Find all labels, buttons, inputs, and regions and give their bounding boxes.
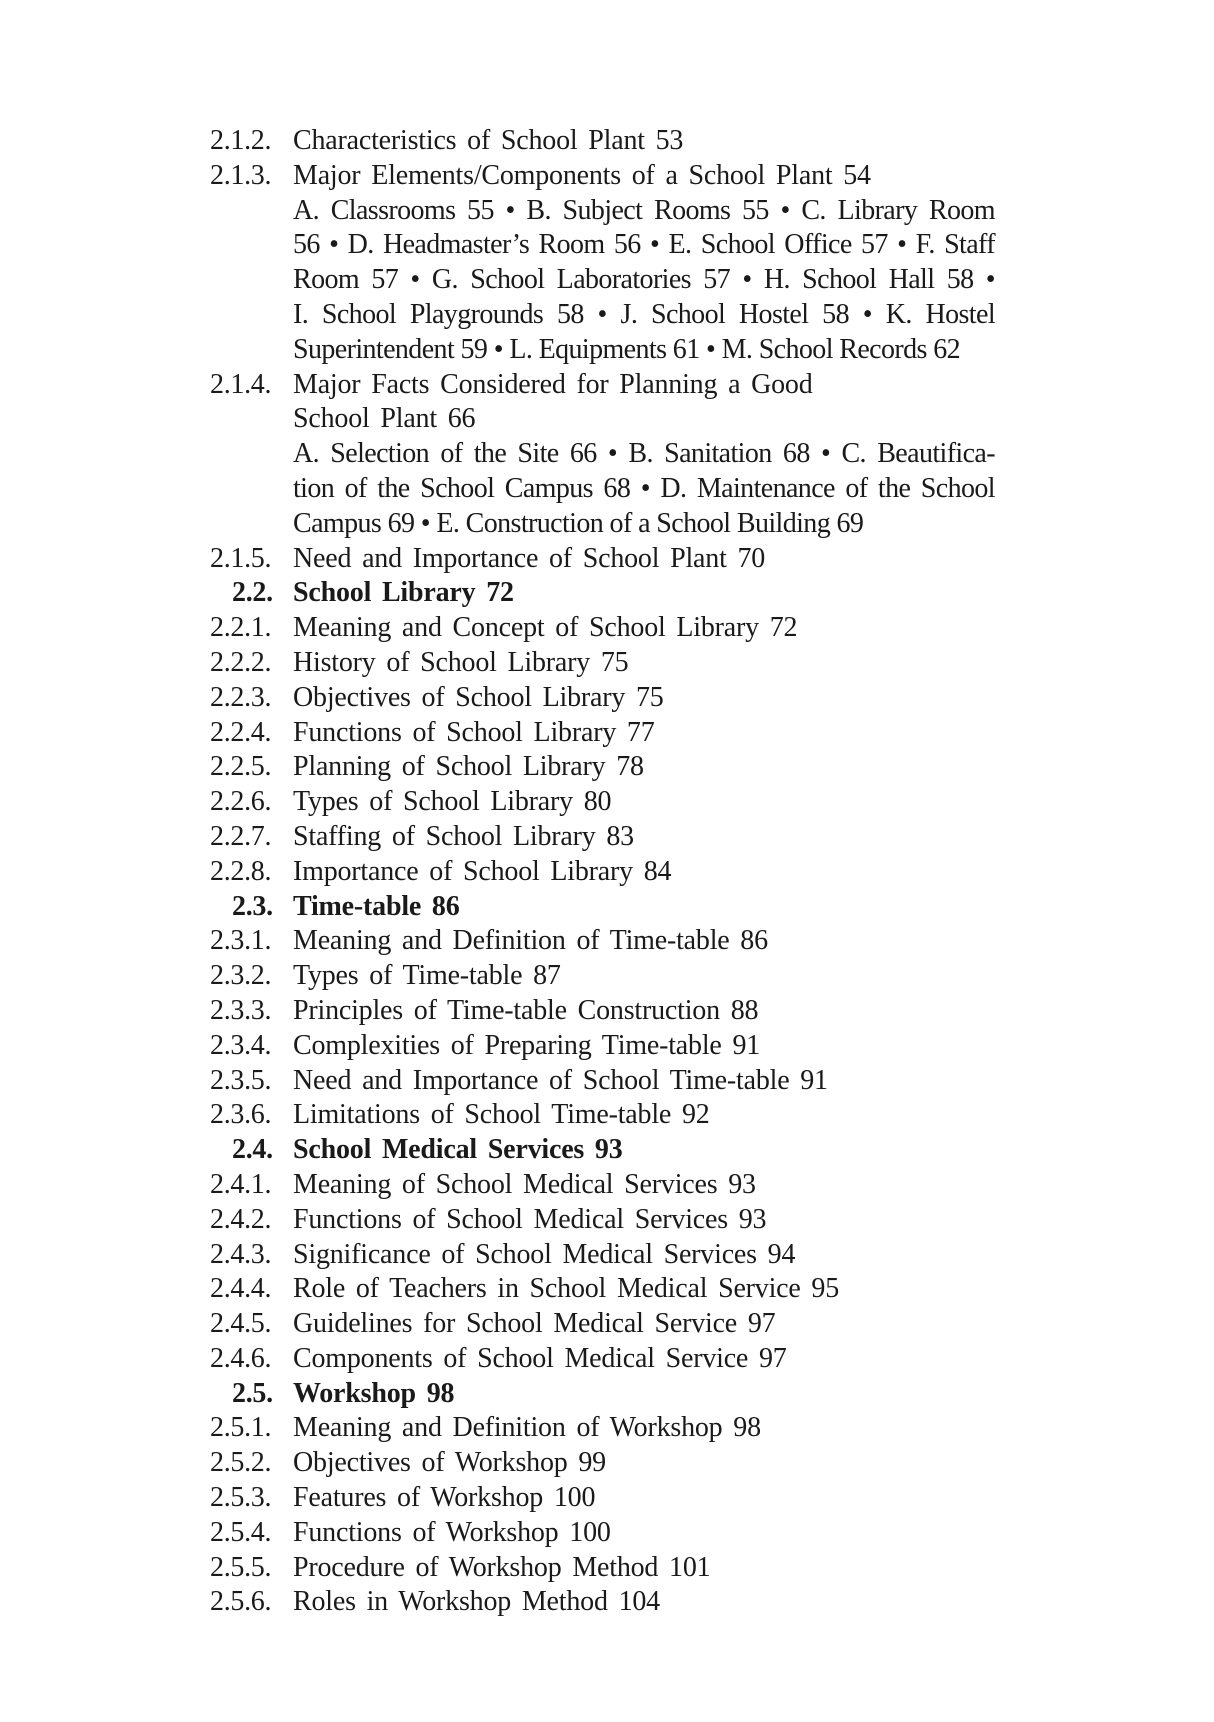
section-title: Functions of Workshop 100 bbox=[293, 1516, 611, 1548]
section-number: 2.2.6. bbox=[210, 786, 272, 818]
toc-entry bbox=[210, 402, 995, 437]
section-number: 2.5.4. bbox=[210, 1516, 272, 1548]
section-number: 2.2.3. bbox=[210, 681, 272, 713]
section-title: Staffing of School Library 83 bbox=[293, 820, 634, 852]
section-title: A. Classrooms 55 • B. Subject Rooms 55 • C. Library Room bbox=[293, 194, 995, 226]
section-number: 2.3.4. bbox=[210, 1029, 272, 1061]
toc-heading bbox=[210, 1377, 995, 1412]
section-title: Role of Teachers in School Medical Service 95 bbox=[293, 1273, 840, 1305]
section-number: 2.3.3. bbox=[210, 994, 272, 1026]
toc-entry bbox=[210, 681, 995, 716]
section-number: 2.3.5. bbox=[210, 1064, 272, 1096]
section-number bbox=[210, 437, 293, 472]
section-title: Meaning and Concept of School Library 72 bbox=[293, 612, 798, 644]
table-of-contents bbox=[210, 124, 995, 1620]
section-number: 2.3.2. bbox=[210, 960, 272, 992]
section-title: School Library 72 bbox=[293, 577, 514, 609]
section-title: tion of the School Campus 68 • D. Maintenance of the School bbox=[293, 472, 995, 504]
section-number bbox=[210, 228, 293, 263]
section-title: Significance of School Medical Services 94 bbox=[293, 1238, 796, 1270]
section-title: Guidelines for School Medical Service 97 bbox=[293, 1308, 776, 1340]
section-title: Importance of School Library 84 bbox=[293, 855, 672, 887]
section-number: 2.3. bbox=[232, 890, 273, 922]
toc-subentry-line bbox=[210, 228, 995, 263]
section-title: 56 • D. Headmaster’s Room 56 • E. School Office 57 • F. Staff bbox=[293, 229, 995, 261]
section-number: 2.4.6. bbox=[210, 1342, 272, 1374]
toc-entry bbox=[210, 716, 995, 751]
toc-entry bbox=[210, 1342, 995, 1377]
toc-heading bbox=[210, 576, 995, 611]
section-title: School Medical Services 93 bbox=[293, 1134, 623, 1166]
section-number: 2.2.5. bbox=[210, 751, 272, 783]
section-title: Functions of School Medical Services 93 bbox=[293, 1203, 767, 1235]
section-number: 2.4.1. bbox=[210, 1168, 272, 1200]
section-title: Principles of Time-table Construction 88 bbox=[293, 994, 759, 1026]
section-number: 2.3.6. bbox=[210, 1099, 272, 1131]
toc-entry bbox=[210, 1516, 995, 1551]
toc-entry bbox=[210, 159, 995, 194]
toc-subentry-line bbox=[210, 194, 995, 229]
section-title: Meaning and Definition of Workshop 98 bbox=[293, 1412, 761, 1444]
section-number bbox=[210, 402, 293, 437]
toc-heading bbox=[210, 890, 995, 925]
section-title: Need and Importance of School Time-table 91 bbox=[293, 1064, 828, 1096]
toc-entry bbox=[210, 1585, 995, 1620]
section-number: 2.4.4. bbox=[210, 1273, 272, 1305]
toc-entry bbox=[210, 124, 995, 159]
toc-entry bbox=[210, 368, 995, 403]
section-number: 2.2.2. bbox=[210, 646, 272, 678]
section-title: Procedure of Workshop Method 101 bbox=[293, 1551, 711, 1583]
toc-subentry-line bbox=[210, 472, 995, 507]
toc-entry bbox=[210, 646, 995, 681]
section-number: 2.4. bbox=[232, 1134, 273, 1166]
toc-entry bbox=[210, 1411, 995, 1446]
section-title: Objectives of School Library 75 bbox=[293, 681, 664, 713]
section-number: 2.4.3. bbox=[210, 1238, 272, 1270]
toc-entry bbox=[210, 820, 995, 855]
section-title: Types of School Library 80 bbox=[293, 786, 612, 818]
toc-entry bbox=[210, 1551, 995, 1586]
section-number: 2.4.2. bbox=[210, 1203, 272, 1235]
section-title: School Plant 66 bbox=[293, 403, 476, 435]
toc-entry bbox=[210, 994, 995, 1029]
section-number: 2.2.7. bbox=[210, 820, 272, 852]
section-title: Meaning of School Medical Services 93 bbox=[293, 1168, 756, 1200]
toc-entry bbox=[210, 1203, 995, 1238]
section-number bbox=[210, 298, 293, 333]
section-title: Roles in Workshop Method 104 bbox=[293, 1586, 660, 1618]
section-title: Limitations of School Time-table 92 bbox=[293, 1099, 710, 1131]
section-number: 2.5.6. bbox=[210, 1586, 272, 1618]
section-title: A. Selection of the Site 66 • B. Sanitation 68 • C. Beautifica- bbox=[293, 438, 995, 470]
section-title: Need and Importance of School Plant 70 bbox=[293, 542, 766, 574]
section-title: Superintendent 59 • L. Equipments 61 • M. School Records 62 bbox=[293, 333, 961, 365]
toc-entry bbox=[210, 542, 995, 577]
section-title: Workshop 98 bbox=[293, 1377, 455, 1409]
section-title: Time-table 86 bbox=[293, 890, 460, 922]
section-number bbox=[210, 507, 293, 542]
section-title: Major Facts Considered for Planning a Good bbox=[293, 368, 813, 400]
section-title: Room 57 • G. School Laboratories 57 • H. School Hall 58 • bbox=[293, 264, 995, 296]
section-title: Objectives of Workshop 99 bbox=[293, 1447, 606, 1479]
toc-heading bbox=[210, 1133, 995, 1168]
toc-entry bbox=[210, 1307, 995, 1342]
section-number: 2.1.3. bbox=[210, 159, 272, 191]
section-number bbox=[210, 472, 293, 507]
toc-entry bbox=[210, 1029, 995, 1064]
section-title: History of School Library 75 bbox=[293, 646, 629, 678]
toc-subentry-line bbox=[210, 437, 995, 472]
section-number: 2.5.3. bbox=[210, 1482, 272, 1514]
toc-entry bbox=[210, 785, 995, 820]
toc-entry bbox=[210, 1064, 995, 1099]
section-title: Components of School Medical Service 97 bbox=[293, 1342, 787, 1374]
section-number: 2.1.2. bbox=[210, 125, 272, 156]
section-title: Meaning and Definition of Time-table 86 bbox=[293, 925, 768, 957]
section-number: 2.1.4. bbox=[210, 368, 272, 400]
section-number bbox=[210, 194, 293, 229]
section-number bbox=[210, 263, 293, 298]
toc-entry bbox=[210, 1238, 995, 1273]
section-number: 2.1.5. bbox=[210, 542, 272, 574]
section-title: Planning of School Library 78 bbox=[293, 751, 644, 783]
toc-entry bbox=[210, 855, 995, 890]
section-title: Complexities of Preparing Time-table 91 bbox=[293, 1029, 761, 1061]
section-number: 2.5.2. bbox=[210, 1447, 272, 1479]
section-title: Functions of School Library 77 bbox=[293, 716, 655, 748]
section-title: Major Elements/Components of a School Plant 54 bbox=[293, 159, 871, 191]
toc-entry bbox=[210, 1272, 995, 1307]
section-title: Campus 69 • E. Construction of a School Building 69 bbox=[293, 507, 864, 539]
toc-entry bbox=[210, 959, 995, 994]
section-number bbox=[210, 333, 293, 368]
section-number: 2.5. bbox=[232, 1377, 273, 1409]
section-number: 2.2. bbox=[232, 577, 273, 609]
toc-subentry-line bbox=[210, 298, 995, 333]
toc-entry bbox=[210, 1481, 995, 1516]
toc-entry bbox=[210, 1098, 995, 1133]
section-title: Types of Time-table 87 bbox=[293, 960, 561, 992]
section-number: 2.4.5. bbox=[210, 1308, 272, 1340]
toc-subentry-line bbox=[210, 263, 995, 298]
toc-subentry-line bbox=[210, 507, 995, 542]
toc-entry bbox=[210, 611, 995, 646]
section-title: Characteristics of School Plant 53 bbox=[293, 125, 684, 156]
section-number: 2.3.1. bbox=[210, 925, 272, 957]
section-title: I. School Playgrounds 58 • J. School Hostel 58 • K. Hostel bbox=[293, 298, 995, 330]
toc-entry bbox=[210, 924, 995, 959]
toc-entry bbox=[210, 750, 995, 785]
section-number: 2.5.5. bbox=[210, 1551, 272, 1583]
section-number: 2.2.1. bbox=[210, 612, 272, 644]
toc-subentry-line bbox=[210, 333, 995, 368]
toc-entry bbox=[210, 1446, 995, 1481]
section-number: 2.2.4. bbox=[210, 716, 272, 748]
section-number: 2.5.1. bbox=[210, 1412, 272, 1444]
section-number: 2.2.8. bbox=[210, 855, 272, 887]
toc-entry bbox=[210, 1168, 995, 1203]
section-title: Features of Workshop 100 bbox=[293, 1482, 596, 1514]
